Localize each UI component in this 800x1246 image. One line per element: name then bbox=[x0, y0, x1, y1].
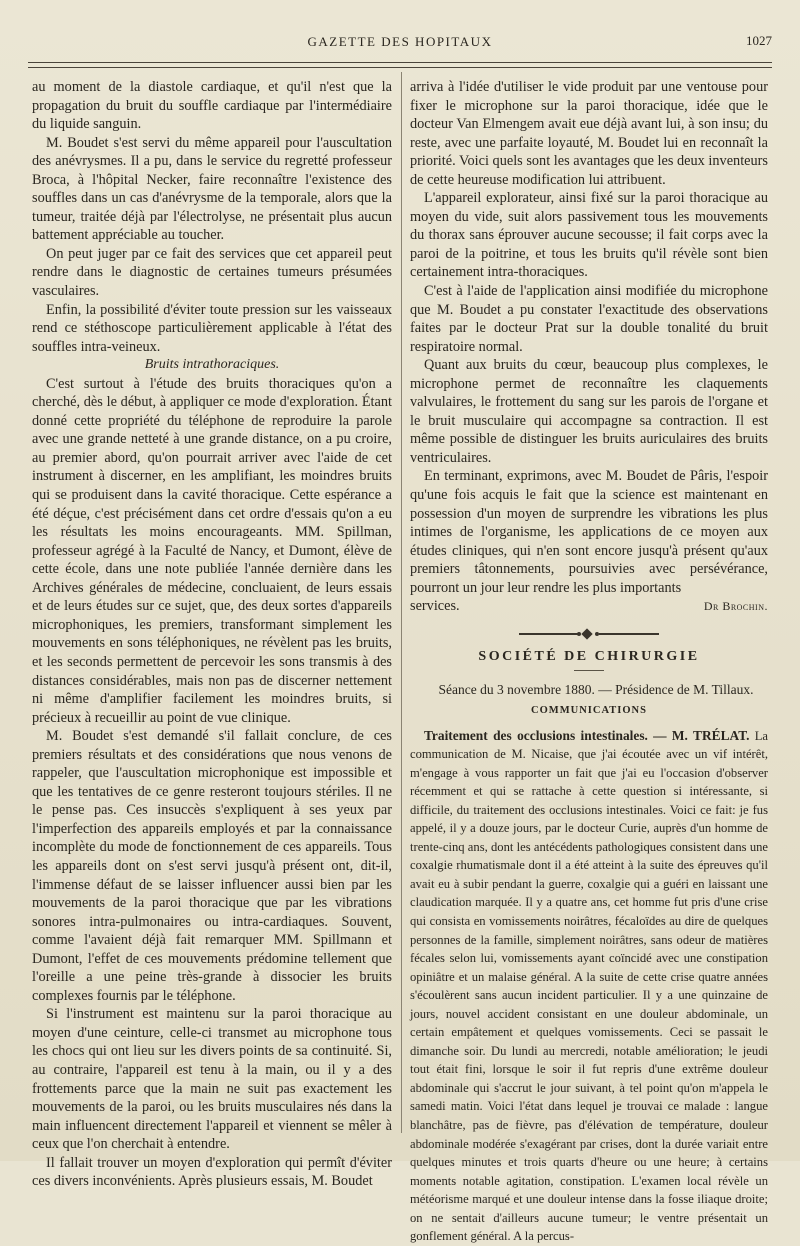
signature-line bbox=[410, 597, 768, 616]
paragraph: C'est à l'aide de l'application ainsi modifiée du microphone que M. Boudet a pu constater l'exactitude des observations faites par le docteur Prat sur la double tonalité du bruit respiratoire normal. bbox=[410, 283, 768, 355]
paragraph: Quant aux bruits du cœur, beaucoup plus complexes, le microphone permet de reconnaître les claquements valvulaires, le frottement du sang sur les parois de l'organe et le bruit musculaire qui accompagne sa contraction. Il est même possible de distinguer les bruits auriculaires des bruits ventriculaires. bbox=[410, 357, 768, 466]
journal-title: GAZETTE DES HOPITAUX bbox=[307, 34, 493, 49]
ornament-line bbox=[519, 633, 579, 635]
short-rule bbox=[574, 670, 604, 671]
paragraph: M. Boudet s'est servi du même appareil pour l'auscultation des anévrysmes. Il a pu, dans le service du regretté professeur Broca, à l'hôpital Necker, faire reconnaître l'existence des souffles dans un cas d'anévrysme de la temporale, alors que la tumeur, traitée déjà par l'électrolyse, ne présentait plus aucun battement appréciable au toucher. bbox=[32, 134, 392, 244]
ornament-diamond bbox=[581, 628, 592, 639]
paragraph-end: services. bbox=[410, 598, 460, 615]
article-paragraph bbox=[410, 727, 768, 1246]
society-title: SOCIÉTÉ DE CHIRURGIE bbox=[478, 648, 700, 664]
left-column bbox=[32, 78, 392, 1191]
section-heading: Bruits intrathoraciques. bbox=[144, 357, 280, 373]
paragraph: Il fallait trouver un moyen d'exploration qui permît d'éviter ces divers inconvénients. Après plusieurs essais, M. Boudet bbox=[32, 1154, 392, 1190]
paragraph: On peut juger par ce fait des services que cet appareil peut rendre dans le diagnostic de certaines tumeurs présumées vasculaires. bbox=[32, 245, 392, 300]
article-title: Traitement des occlusions intestinales. bbox=[424, 727, 648, 743]
header-rule-bottom bbox=[28, 67, 772, 68]
article-author: — M. TRÉLAT. bbox=[653, 727, 750, 743]
paragraph: L'appareil explorateur, ainsi fixé sur la paroi thoracique au moyen du vide, suit alors passivement tous les mouvements du thorax sans éprouver aucune secousse; il fait corps avec la paroi de la poitrine, et tous les bruits qu'il révèle sont bien certainement intra-thoraciques. bbox=[410, 190, 768, 281]
paragraph: M. Boudet s'est demandé s'il fallait conclure, de ces premiers résultats et des considérations que nous venons de rappeler, que l'auscultation microphonique est impossible et que les tentatives de ce genre resteront toujours stériles. Il ne le pense pas. Ces insuccès s'expliquent à ses yeux par l'imperfection des appareils employés et par la connaissance incomplète du mode de fonctionnement de ces appareils. Tous les appareils dont on s'est servi jusqu'à présent ont, dit-il, l'immense défaut de se laisser influencer aussi bien par les mouvements de la paroi thoracique que par les vibrations sonores intra-pulmonaires ou intra-cardiaques. Souvent, comme l'avaient déjà fait remarquer MM. Spillmann et Dumont, l'effet de ces mouvements prédomine tellement que l'oreille a une peine très-grande à dissocier les bruits complexes fournis par le téléphone. bbox=[32, 728, 392, 1004]
author-signature: Dr Brochin. bbox=[703, 599, 768, 614]
page-number: 1027 bbox=[746, 33, 772, 48]
page-header bbox=[28, 30, 772, 54]
paragraph: En terminant, exprimons, avec M. Boudet de Pâris, l'espoir qu'une fois acquis le fait que la science est maintenant en possession d'un moyen de surprendre les vibrations les plus intimes de l'organisme, les applications de ce moyen aux études cliniques, qui n'en sont encore jusqu'à présent qu'aux premiers tâtonnements, poursuivies avec persévérance, pourront un jour leur rendre les plus importants bbox=[410, 468, 768, 596]
paragraph: C'est surtout à l'étude des bruits thoraciques qu'on a cherché, dès le début, à appliquer ce mode d'exploration. Étant donné cette propriété du téléphone de reproduire la parole avec une grande netteté à une grande distance, on a pu croire, au premier abord, qu'on pourrait arriver avec l'aide de cet instrument à discerner, en les amplifiant, les moindres bruits qui se produisent dans la cavité thoracique. Cette espérance a été déçue, c'est précisément dans cet ordre d'essais qu'on a eu les résultats les moins encourageants. MM. Spillman, professeur agrégé à la Faculté de Nancy, et Dumont, élève de cette école, dans une note publiée l'année dernière dans les Archives générales de médecine, concluaient, de leurs essais et de leurs études sur ce sujet, que, des deux sortes d'appareils microphoniques, les premiers, transformant simplement les mouvements en sons téléphoniques, ne révèlent pas les bruits, et les seconds permettent de percevoir les sons transmis à des distances considérables, mais non pas de discerner nettement ni même d'amplifier facilement les moindres bruits, si précieux à recueillir au point de vue clinique. bbox=[32, 375, 392, 726]
ornament-line bbox=[599, 633, 659, 635]
paragraph: au moment de la diastole cardiaque, et qu'il n'est que la propagation du bruit du souffle cardiaque par l'intermédiaire du liquide sanguin. bbox=[32, 79, 392, 133]
communications-heading: COMMUNICATIONS bbox=[531, 704, 647, 716]
paragraph: Si l'instrument est maintenu sur la paroi thoracique au moyen d'une ceinture, celle-ci transmet au microphone tous les chocs qui ont lieu sur les divers points de sa continuité. Si, au contraire, l'appareil est tenu à la main, ou il y a des frottements parce que la main ne suit pas exactement les mouvements de la paroi, ou les bruits musculaires nés dans la main influencent directement l'appareil et viennent se mêler à ceux que l'on cherchait à entendre. bbox=[32, 1006, 392, 1153]
article bbox=[410, 727, 768, 1246]
article-body: La communication de M. Nicaise, que j'ai écoutée avec un vif intérêt, m'engage à vous rapporter un fait que j'ai eu l'occasion d'observer récemment et qui se rattache à cette question si intéressante, si difficile, du traitement des occlusions intestinales. Voici ce fait: je fus appelé, il y a douze jours, par le docteur Curie, auprès d'un homme de trente-cinq ans, dont les antécédents pathologiques consistent dans une coxalgie rhumatismale dont il a été atteint à la suite des épreuves qu'il avait eu à subir pendant la guerre, coxalgie qui a guéri en laissant une claudication marquée. Il y a quatre ans, cet homme fut pris d'une crise qui consista en vomissements noirâtres, fécaloïdes au dire de quelques personnes de la famille, simplement noirâtres, sans odeur de matières fécales selon lui, vomissements ayant coïncidé avec une constipation opiniâtre et un malaise général. A la suite de cette crise quatre années s'écoulèrent sans aucun incident particulier. Il y a une quinzaine de jours, nouvel accident consistant en une douleur abdominale, un certain empâtement et quelques vomissements. Ceci se passait le dimanche soir. Du lundi au mercredi, notable amélioration; le jeudi tout était fini, lorsque le soir il fut repris d'une extrême douleur abdominale qui s'accrut le jour suivant, à tel point qu'on m'appela le samedi matin. Voici l'état dans lequel je trouvai ce malade : langue blanchâtre, pas de fièvre, pas d'élévation de température, douleur abdominale modérée s'exagérant par crises, dont la durée variait entre quelques minutes et trois quarts d'heure ou une heure; à certains moments notable agitation, constipation. L'examen local révèle un météorisme marqué et une douleur intense dans la fosse iliaque droite; on ne sentait d'ailleurs aucune tumeur; le ventre présentait un gonflement général. A la percus- bbox=[410, 728, 768, 1244]
paragraph: Enfin, la possibilité d'éviter toute pression sur les vaisseaux rend ce stéthoscope particulièrement applicable à l'état des souffles intra-veineux. bbox=[32, 301, 392, 355]
ornament-divider bbox=[519, 630, 659, 638]
column-divider bbox=[401, 72, 402, 1133]
seance-line: Séance du 3 novembre 1880. — Présidence de M. Tillaux. bbox=[438, 682, 754, 698]
paragraph: arriva à l'idée d'utiliser le vide produit par une ventouse pour fixer le microphone sur la paroi thoracique, idée que le docteur Van Elmengem avait eue déjà avant lui, à son insu; du reste, avec une parfaite loyauté, M. Boudet lui en reconnaît la priorité. Voici quels sont les avantages que les deux inventeurs de cette heureuse modification lui attribuent. bbox=[410, 79, 768, 188]
header-rule-top bbox=[28, 62, 772, 63]
right-column bbox=[410, 78, 768, 1246]
